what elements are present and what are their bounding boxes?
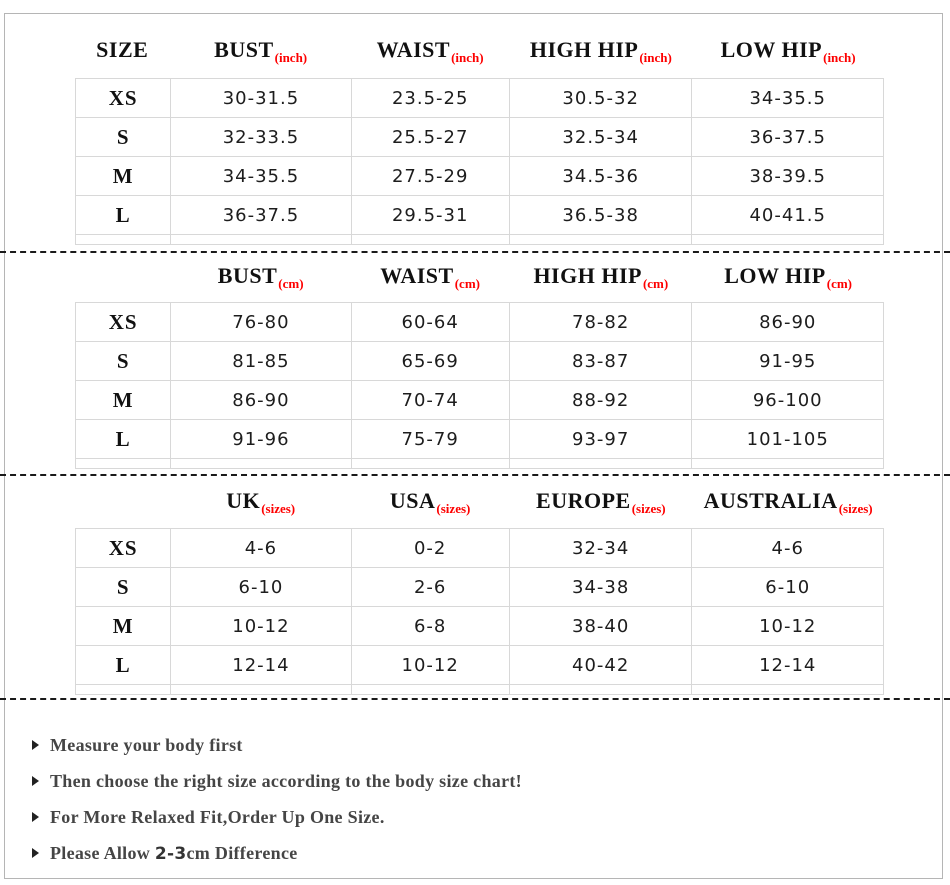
column-header — [692, 37, 884, 63]
size-cell: S — [76, 568, 171, 607]
table-row — [76, 646, 884, 685]
value-cell: 93-97 — [509, 420, 692, 459]
table-row — [76, 568, 884, 607]
column-header-label: HIGH HIP — [533, 263, 642, 288]
size-cell: M — [76, 157, 171, 196]
dashed-divider — [0, 474, 950, 476]
note-item — [32, 763, 522, 799]
dashed-divider — [0, 698, 950, 700]
bullet-triangle-icon — [32, 740, 39, 750]
unit-label: (sizes) — [631, 501, 666, 516]
column-header-label: HIGH HIP — [529, 37, 639, 62]
value-cell: 27.5-29 — [351, 157, 509, 196]
column-header — [351, 488, 510, 514]
value-cell: 2-6 — [351, 568, 509, 607]
value-cell: 36.5-38 — [509, 196, 692, 235]
column-header-label: WAIST — [380, 263, 454, 288]
value-cell: 6-10 — [692, 568, 884, 607]
value-cell: 86-90 — [171, 381, 351, 420]
value-cell: 0-2 — [351, 529, 509, 568]
value-cell: 12-14 — [171, 646, 351, 685]
value-cell: 4-6 — [171, 529, 351, 568]
bullet-triangle-icon — [32, 848, 39, 858]
column-header — [170, 488, 350, 514]
size-cell: S — [76, 342, 171, 381]
column-header — [75, 37, 170, 63]
column-header-label: LOW HIP — [724, 263, 826, 288]
value-cell: 75-79 — [351, 420, 509, 459]
column-header — [692, 488, 884, 514]
note-text — [50, 843, 298, 864]
size-cell: M — [76, 607, 171, 646]
value-cell: 36-37.5 — [692, 118, 884, 157]
value-cell: 91-96 — [171, 420, 351, 459]
size-cell: XS — [76, 79, 171, 118]
header-row-international — [75, 478, 884, 524]
unit-label: (sizes) — [838, 501, 873, 516]
column-header-label: WAIST — [376, 37, 451, 62]
size-table-inches — [75, 78, 884, 245]
sizing-notes — [32, 727, 522, 871]
bullet-triangle-icon — [32, 812, 39, 822]
value-cell: 34-38 — [509, 568, 692, 607]
bullet-triangle-icon — [32, 776, 39, 786]
note-text-part: cm Difference — [186, 842, 298, 863]
size-cell: XS — [76, 529, 171, 568]
value-cell: 70-74 — [351, 381, 509, 420]
column-header-label: LOW HIP — [720, 37, 823, 62]
column-header — [170, 37, 350, 63]
column-header-label: USA — [389, 488, 436, 513]
table-row — [76, 342, 884, 381]
value-cell: 10-12 — [692, 607, 884, 646]
note-item — [32, 727, 522, 763]
unit-label: (inch) — [639, 50, 672, 65]
unit-label: (cm) — [278, 276, 304, 291]
value-cell: 88-92 — [509, 381, 692, 420]
note-text — [50, 771, 522, 792]
value-cell: 65-69 — [351, 342, 509, 381]
size-cell: XS — [76, 303, 171, 342]
note-text-part: Measure your body first — [50, 734, 243, 755]
size-table-international — [75, 528, 884, 695]
size-cell: L — [76, 196, 171, 235]
unit-label: (cm) — [454, 276, 480, 291]
value-cell: 32-34 — [509, 529, 692, 568]
column-header-label: BUST — [217, 263, 278, 288]
value-cell: 76-80 — [171, 303, 351, 342]
value-cell: 78-82 — [509, 303, 692, 342]
note-item — [32, 835, 522, 871]
note-item — [32, 799, 522, 835]
table-row — [76, 420, 884, 459]
value-cell: 34-35.5 — [692, 79, 884, 118]
size-cell: S — [76, 118, 171, 157]
table-row — [76, 381, 884, 420]
value-cell: 34-35.5 — [171, 157, 351, 196]
column-header — [509, 488, 692, 514]
value-cell: 81-85 — [171, 342, 351, 381]
value-cell: 91-95 — [692, 342, 884, 381]
value-cell: 4-6 — [692, 529, 884, 568]
column-header — [351, 37, 510, 63]
table-row — [76, 157, 884, 196]
value-cell: 38-40 — [509, 607, 692, 646]
value-cell: 86-90 — [692, 303, 884, 342]
unit-label: (sizes) — [261, 501, 296, 516]
size-cell: L — [76, 646, 171, 685]
value-cell: 40-42 — [509, 646, 692, 685]
unit-label: (inch) — [274, 50, 308, 65]
column-header — [692, 263, 884, 289]
value-cell: 6-8 — [351, 607, 509, 646]
size-cell: L — [76, 420, 171, 459]
unit-label: (cm) — [826, 276, 852, 291]
value-cell: 12-14 — [692, 646, 884, 685]
dashed-divider — [0, 251, 950, 253]
header-row-inches — [75, 26, 884, 74]
column-header-label: SIZE — [96, 37, 149, 62]
unit-label: (inch) — [451, 50, 484, 65]
value-cell: 30-31.5 — [171, 79, 351, 118]
value-cell: 38-39.5 — [692, 157, 884, 196]
value-cell: 10-12 — [351, 646, 509, 685]
value-cell: 36-37.5 — [171, 196, 351, 235]
value-cell: 101-105 — [692, 420, 884, 459]
size-table-centimeters — [75, 302, 884, 469]
spacer-row — [76, 235, 884, 245]
note-text-part: For More Relaxed Fit,Order Up One Size. — [50, 806, 385, 827]
header-row-centimeters — [75, 254, 884, 298]
column-header-label: AUSTRALIA — [703, 488, 838, 513]
value-cell: 34.5-36 — [509, 157, 692, 196]
table-row — [76, 529, 884, 568]
column-header — [351, 263, 510, 289]
value-cell: 29.5-31 — [351, 196, 509, 235]
value-cell: 40-41.5 — [692, 196, 884, 235]
column-header-label: EUROPE — [536, 488, 631, 513]
note-text — [50, 735, 243, 756]
table-row — [76, 79, 884, 118]
value-cell: 6-10 — [171, 568, 351, 607]
table-row — [76, 196, 884, 235]
note-text-emphasis: 2-3 — [154, 843, 187, 864]
value-cell: 83-87 — [509, 342, 692, 381]
note-text — [50, 807, 385, 828]
spacer-row — [76, 459, 884, 469]
value-cell: 10-12 — [171, 607, 351, 646]
column-header — [170, 263, 350, 289]
spacer-row — [76, 685, 884, 695]
column-header-label: BUST — [214, 37, 274, 62]
size-cell: M — [76, 381, 171, 420]
table-row — [76, 303, 884, 342]
note-text-part: Then choose the right size according to the body size chart! — [50, 770, 522, 791]
value-cell: 30.5-32 — [509, 79, 692, 118]
column-header — [509, 263, 692, 289]
unit-label: (cm) — [642, 276, 669, 291]
unit-label: (sizes) — [436, 501, 471, 516]
table-row — [76, 607, 884, 646]
value-cell: 25.5-27 — [351, 118, 509, 157]
column-header — [509, 37, 692, 63]
value-cell: 32.5-34 — [509, 118, 692, 157]
table-row — [76, 118, 884, 157]
unit-label: (inch) — [823, 50, 856, 65]
value-cell: 23.5-25 — [351, 79, 509, 118]
value-cell: 96-100 — [692, 381, 884, 420]
value-cell: 60-64 — [351, 303, 509, 342]
note-text-part: Please Allow — [50, 842, 155, 863]
column-header-label: UK — [226, 488, 261, 513]
value-cell: 32-33.5 — [171, 118, 351, 157]
